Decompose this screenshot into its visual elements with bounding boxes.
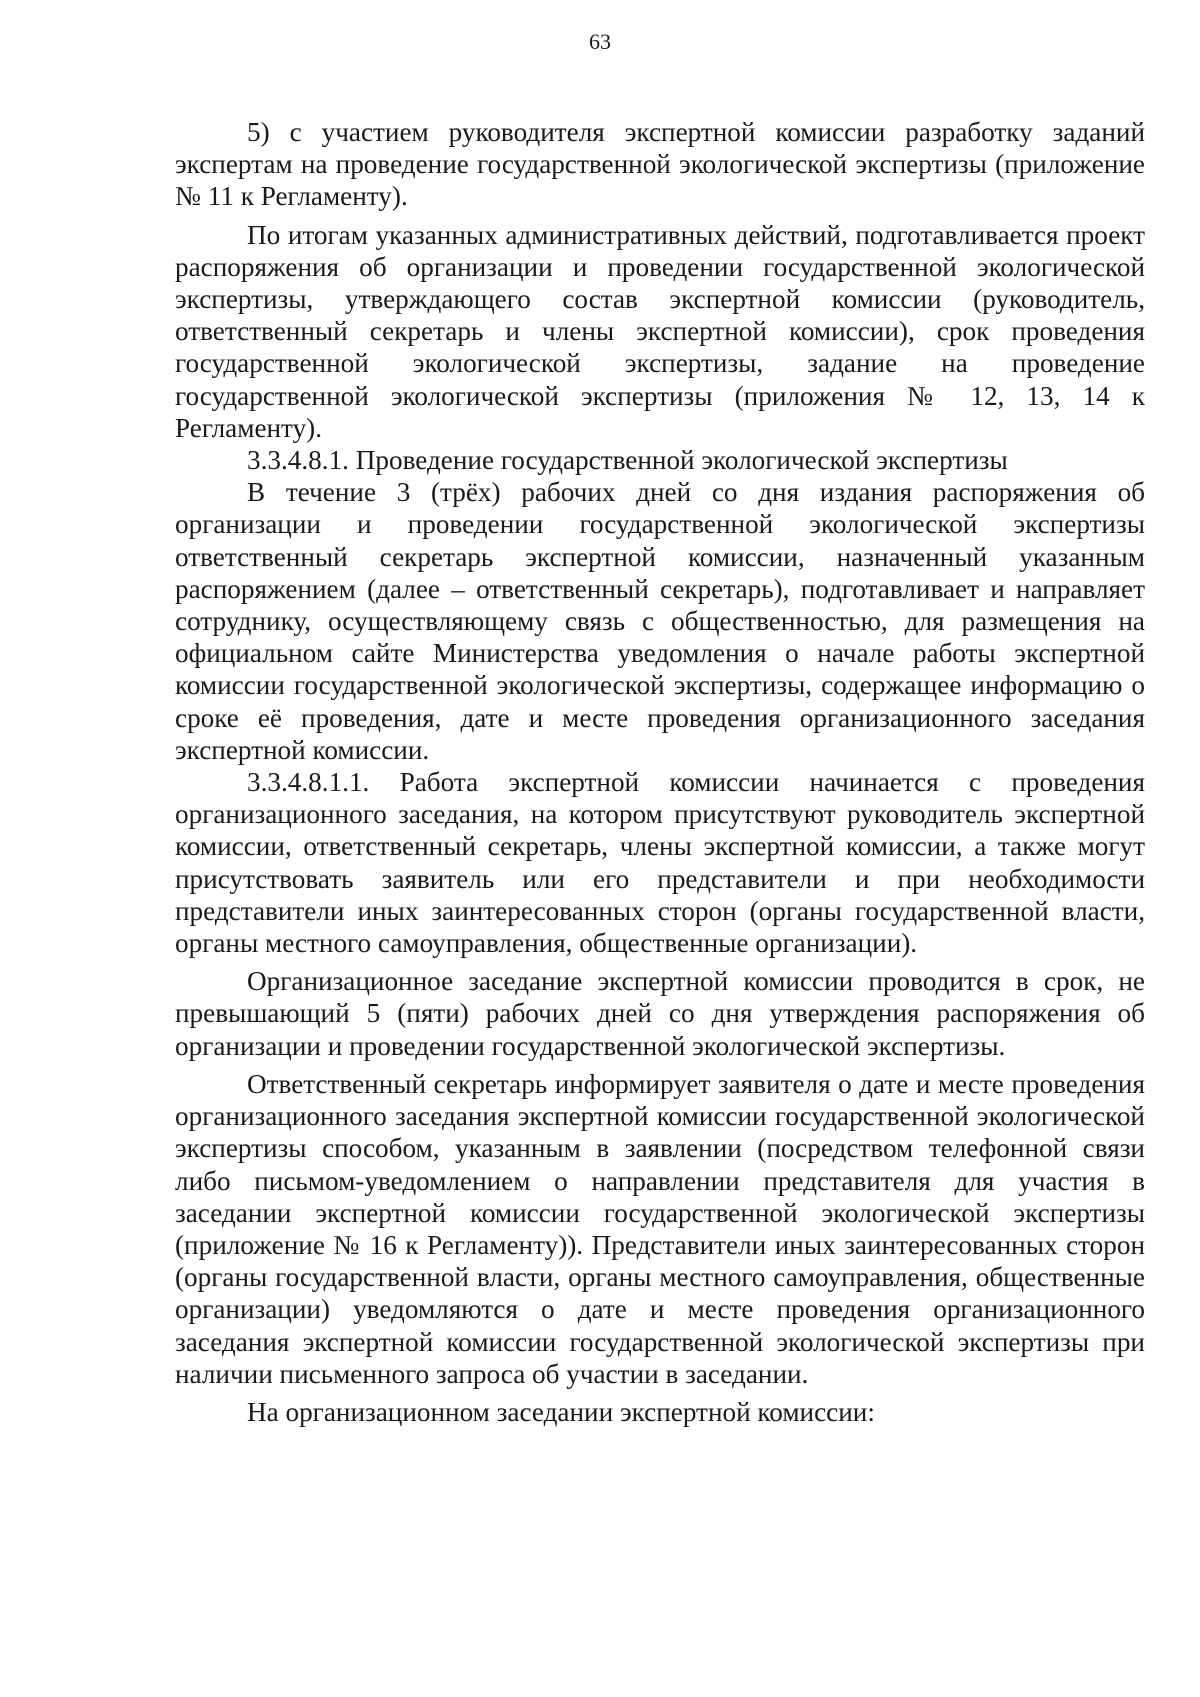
paragraph-item-5-expert-tasks: 5) с участием руководителя экспертной комиссии разработку заданий экспертам на проведение государственной экологической экспертизы (приложение № 11 к Регламенту). [175, 117, 1145, 212]
paragraph-3-3-4-8-1-1: 3.3.4.8.1.1. Работа экспертной комиссии начинается с проведения организационного заседания, на котором присутствуют руководитель экспертной комиссии, ответственный секретарь, члены экспертной комиссии, а также могут присутствовать заявитель или его представители и при необходимости представители иных заинтересованных сторон (органы государственной власти, органы местного самоуправления, общественные организации). [175, 767, 1145, 959]
paragraph-notification: В течение 3 (трёх) рабочих дней со дня издания распоряжения об организации и проведении государственной экологической экспертизы ответственный секретарь экспертной комиссии, назначенный указанным распоряжением (далее – ответственный секретарь), подготавливает и направляет сотруднику, осуществляющему связь с общественностью, для размещения на официальном сайте Министерства уведомления о начале работы экспертной комиссии государственной экологической экспертизы, содержащее информацию о сроке её проведения, дате и месте проведения организационного заседания экспертной комиссии. [175, 477, 1145, 765]
page-number: 63 [589, 29, 611, 54]
paragraph-secretary-informs: Ответственный секретарь информирует заявителя о дате и месте проведения организационного заседания экспертной комиссии государственной экологической экспертизы способом, указанным в заявлении (посредством телефонной связи либо письмом-уведомлением о направлении представителя для участия в заседании экспертной комиссии государственной экологической экспертизы (приложение № 16 к Регламенту)). Представители иных заинтересованных сторон (органы государственной власти, органы местного самоуправления, общественные организации) уведомляются о дате и месте проведения организационного заседания экспертной комиссии государственной экологической экспертизы при наличии письменного запроса об участии в заседании. [175, 1068, 1145, 1389]
document-body [175, 116, 1145, 1428]
paragraph-meeting-deadline: Организационное заседание экспертной комиссии проводится в срок, не превышающий 5 (пяти) рабочих дней со дня утверждения распоряжения об организации и проведении государственной экологической экспертизы. [175, 966, 1145, 1061]
section-heading-3-3-4-8-1: 3.3.4.8.1. Проведение государственной экологической экспертизы [247, 445, 1008, 476]
paragraph-meeting-intro: На организационном заседании экспертной комиссии: [247, 1396, 875, 1427]
paragraph-order-draft: По итогам указанных административных действий, подготавливается проект распоряжения об организации и проведении государственной экологической экспертизы, утверждающего состав экспертной комиссии (руководитель, ответственный секретарь и члены экспертной комиссии), срок проведения государственной экологической экспертизы, задание на проведение государственной экологической экспертизы (приложения № 12, 13, 14 к Регламенту). [175, 219, 1145, 443]
